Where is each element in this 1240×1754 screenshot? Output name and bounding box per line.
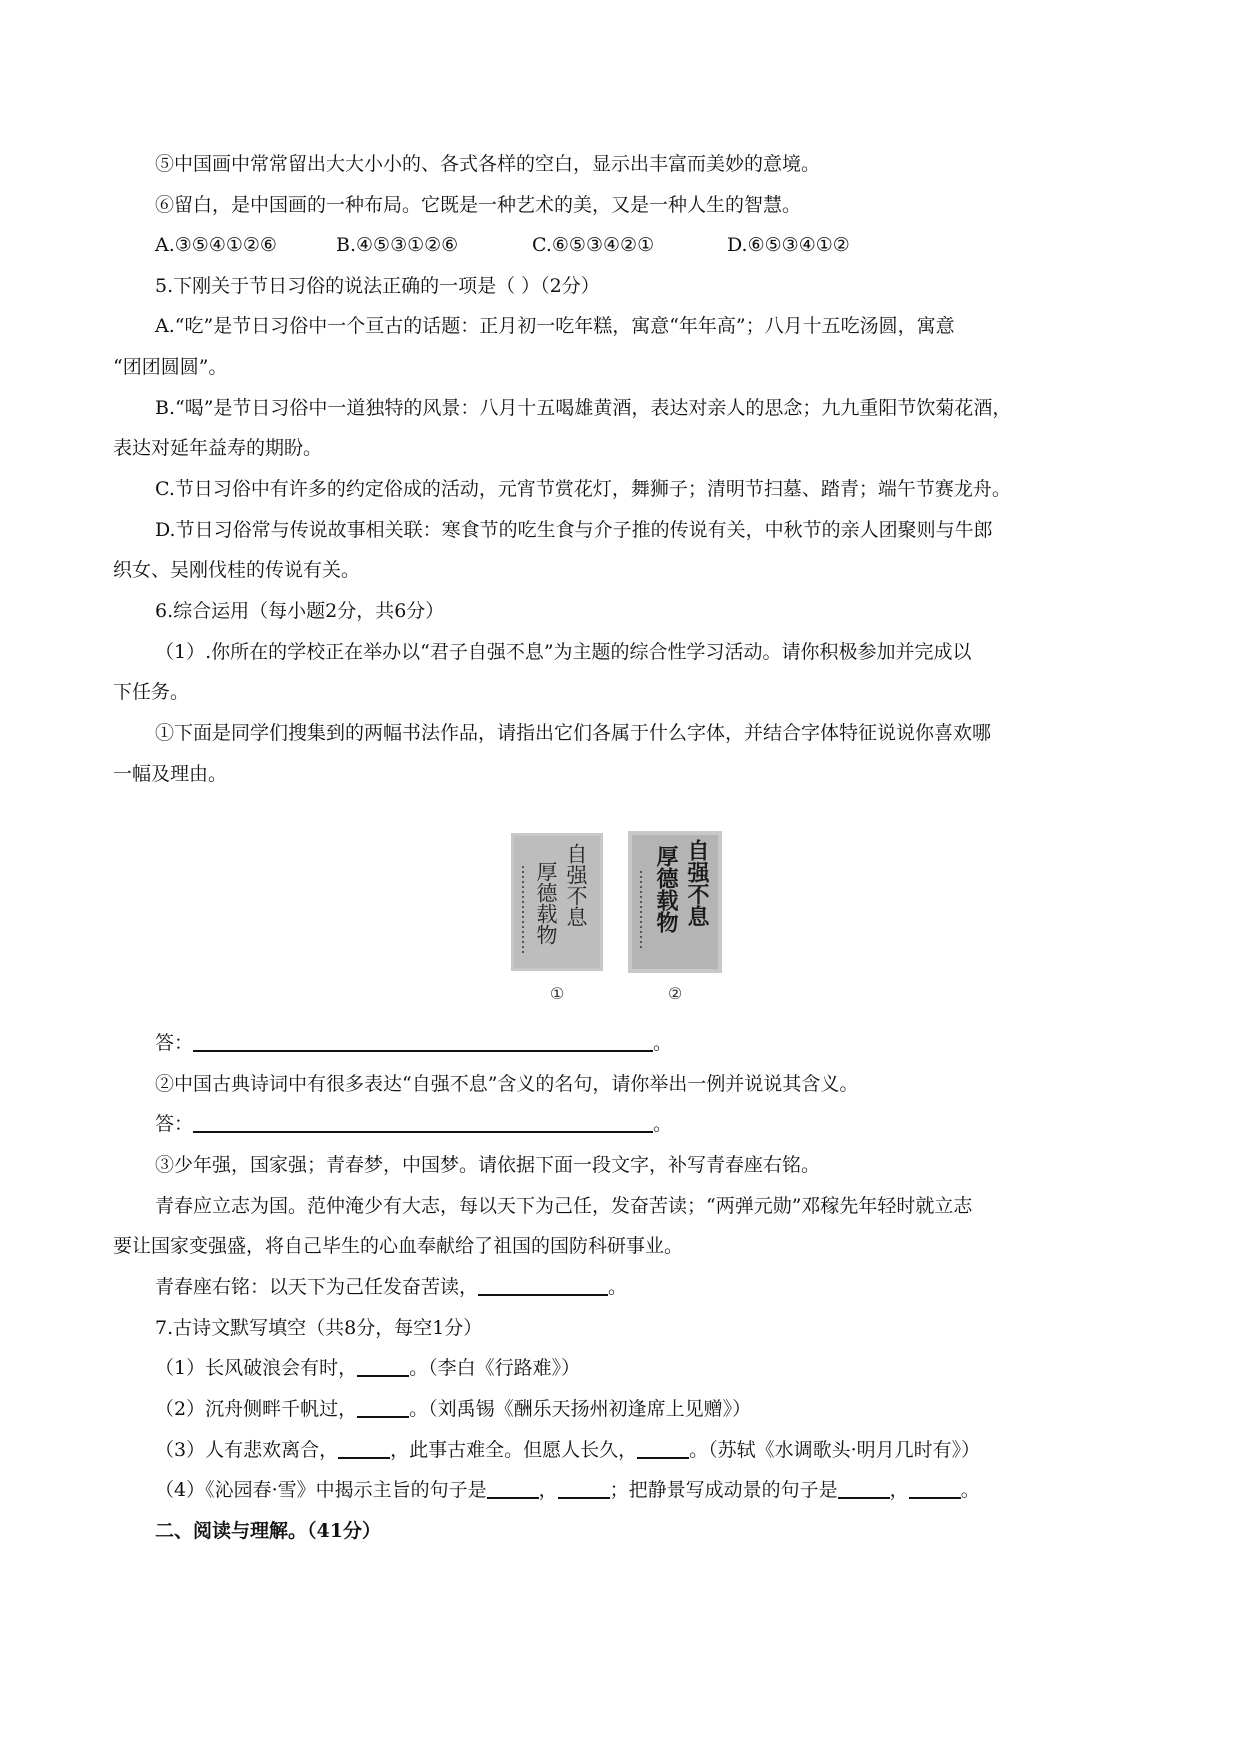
artwork2-column2: 厚德载物 bbox=[653, 845, 679, 933]
q7-item2-source: 。（刘禹锡《酬乐天扬州初逢席上见赠》） bbox=[409, 1398, 752, 1420]
q5-option-c: C.节日习俗中有许多的约定俗成的活动，元宵节赏花灯，舞狮子；清明节扫墓、踏青；端午节赛龙舟。 bbox=[155, 478, 1011, 500]
q7-item4-blank3[interactable] bbox=[838, 1479, 890, 1499]
q7-item4-blank1[interactable] bbox=[487, 1479, 539, 1499]
q7-item1-text: （1）长风破浪会有时， bbox=[155, 1357, 358, 1379]
q6-sub3: ③少年强，国家强；青春梦，中国梦。请依据下面一段文字，补写青春座右铭。 bbox=[155, 1154, 821, 1176]
motto-blank[interactable] bbox=[478, 1276, 608, 1296]
option-c: C.⑥⑤③④②① bbox=[532, 234, 655, 256]
answer-line-2 bbox=[155, 1112, 672, 1136]
q7-item4-sep1: ， bbox=[538, 1479, 558, 1501]
passage-line1: 青春应立志为国。范仲淹少有大志，每以天下为己任，发奋苦读；“两弹元勋”邓稼先年轻时就立志 bbox=[155, 1195, 973, 1217]
answer-blank-1[interactable] bbox=[193, 1032, 653, 1052]
artwork2-column1: 自强不息 bbox=[684, 839, 710, 927]
answer-blank-2[interactable] bbox=[193, 1113, 653, 1133]
q7-item4-middle: ；把静景写成动景的句子是 bbox=[609, 1479, 838, 1501]
q7-item4-blank2[interactable] bbox=[558, 1479, 610, 1499]
q7-item4-blank4[interactable] bbox=[909, 1479, 961, 1499]
item-5-line: ⑤中国画中常常留出大大小小的、各式各样的空白，显示出丰富而美妙的意境。 bbox=[155, 153, 821, 175]
q7-item3-blank2[interactable] bbox=[637, 1439, 689, 1459]
question-6: 6.综合运用（每小题2分，共6分） bbox=[155, 600, 445, 622]
q6-part1-line2: 下任务。 bbox=[113, 681, 190, 703]
artwork2-label: ② bbox=[667, 984, 683, 1003]
q7-item3-blank1[interactable] bbox=[338, 1439, 390, 1459]
option-a: A.③⑤④①②⑥ bbox=[155, 234, 277, 256]
artwork1-column1: 自强不息 bbox=[564, 843, 588, 927]
passage-line2: 要让国家变强盛，将自己毕生的心血奉献给了祖国的国防科研事业。 bbox=[113, 1235, 684, 1257]
calligraphy-artwork bbox=[511, 831, 731, 1006]
motto-text: 青春座右铭：以天下为己任发奋苦读， bbox=[155, 1276, 479, 1298]
q6-sub1-line1: ①下面是同学们搜集到的两幅书法作品，请指出它们各属于什么字体，并结合字体特征说说你喜欢哪 bbox=[155, 722, 992, 744]
q7-item1 bbox=[155, 1356, 580, 1380]
answer-label: 答： bbox=[155, 1113, 194, 1135]
q7-item3-text: （3）人有悲欢离合， bbox=[155, 1439, 339, 1461]
answer-line-1 bbox=[155, 1031, 672, 1055]
q7-item1-source: 。（李白《行路难》） bbox=[409, 1357, 581, 1379]
q5-option-a-line2: “团团圆圆”。 bbox=[113, 356, 228, 378]
q5-option-b-line2: 表达对延年益寿的期盼。 bbox=[113, 437, 323, 459]
answer-period: 。 bbox=[653, 1113, 673, 1135]
question-5: 5.下刚关于节日习俗的说法正确的一项是（ ）（2分） bbox=[155, 275, 600, 297]
answer-label: 答： bbox=[155, 1032, 194, 1054]
artwork1-column2: 厚德载物 bbox=[534, 861, 558, 945]
q7-item2-blank[interactable] bbox=[357, 1398, 409, 1418]
question-7: 7.古诗文默写填空（共8分，每空1分） bbox=[155, 1317, 483, 1339]
q7-item1-blank[interactable] bbox=[357, 1357, 409, 1377]
q7-item4-text: （4）《沁园春·雪》中揭示主旨的句子是 bbox=[155, 1479, 487, 1501]
q5-option-d-line2: 织女、吴刚伐桂的传说有关。 bbox=[113, 559, 361, 581]
answer-period: 。 bbox=[653, 1032, 673, 1054]
q7-item3 bbox=[155, 1438, 980, 1462]
q7-item2 bbox=[155, 1397, 751, 1421]
q7-item4 bbox=[155, 1478, 980, 1502]
q7-item3-middle: ，此事古难全。但愿人长久， bbox=[390, 1439, 638, 1461]
q7-item2-text: （2）沉舟侧畔千帆过， bbox=[155, 1398, 358, 1420]
item-6-line: ⑥留白，是中国画的一种布局。它既是一种艺术的美，又是一种人生的智慧。 bbox=[155, 194, 802, 216]
q7-item3-source: 。（苏轼《水调歌头·明月几时有》） bbox=[689, 1439, 981, 1461]
q6-part1-line1: （1）.你所在的学校正在举办以“君子自强不息”为主题的综合性学习活动。请你积极参加并完成以 bbox=[155, 641, 972, 663]
artwork1-label: ① bbox=[549, 984, 565, 1003]
section-2-heading: 二、阅读与理解。（41分） bbox=[155, 1520, 381, 1542]
option-b: B.④⑤③①②⑥ bbox=[336, 234, 459, 256]
q4-options bbox=[155, 233, 850, 257]
q7-item4-sep2: ， bbox=[889, 1479, 909, 1501]
option-d: D.⑥⑤③④①② bbox=[727, 234, 850, 256]
motto-line bbox=[155, 1275, 627, 1299]
q5-option-d-line1: D.节日习俗常与传说故事相关联：寒食节的吃生食与介子推的传说有关，中秋节的亲人团聚则与牛郎 bbox=[155, 519, 993, 541]
q6-sub1-line2: 一幅及理由。 bbox=[113, 763, 228, 785]
motto-period: 。 bbox=[608, 1276, 628, 1298]
q6-sub2: ②中国古典诗词中有很多表达“自强不息”含义的名句，请你举出一例并说说其含义。 bbox=[155, 1073, 859, 1095]
q7-item4-end: 。 bbox=[960, 1479, 980, 1501]
q5-option-b-line1: B.“喝”是节日习俗中一道独特的风景：八月十五喝雄黄酒，表达对亲人的思念；九九重阳节饮菊花酒， bbox=[155, 397, 1012, 419]
q5-option-a-line1: A.“吃”是节日习俗中一个亘古的话题：正月初一吃年糕，寓意“年年高”；八月十五吃汤圆，寓意 bbox=[155, 315, 955, 337]
